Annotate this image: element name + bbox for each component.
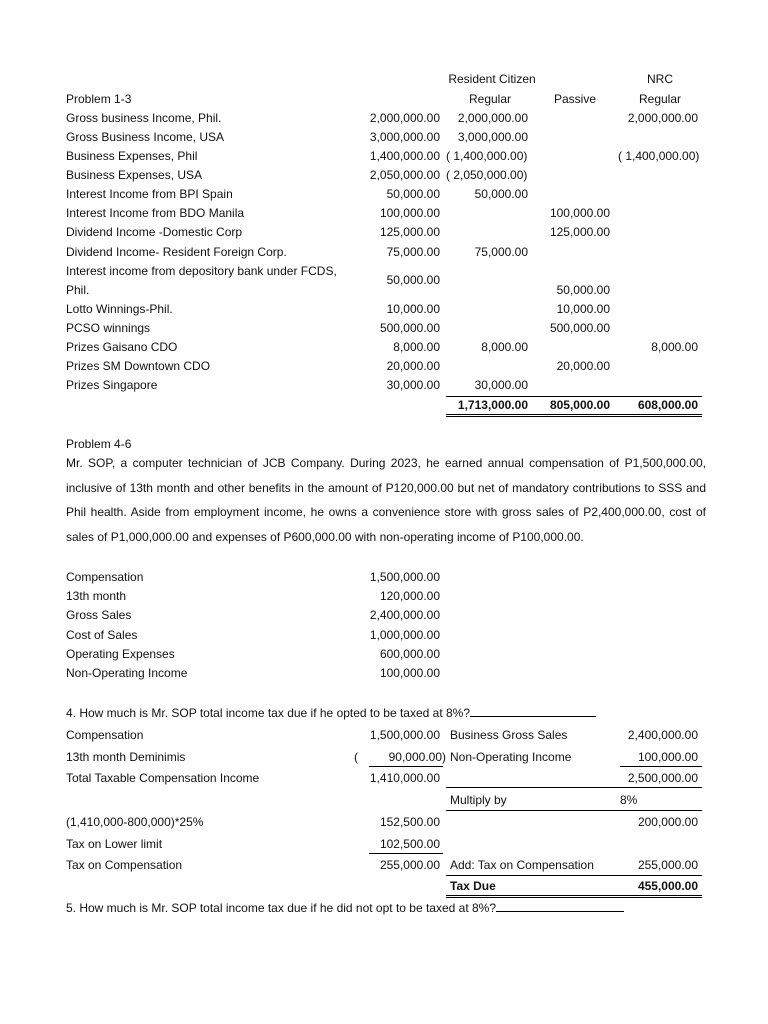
q4-taxdue-label: Tax Due — [450, 879, 496, 893]
row-amount: 50,000.00 — [386, 273, 440, 287]
row-label: Prizes SM Downtown CDO — [66, 359, 211, 373]
q4-total-value: 1,410,000.00 — [369, 771, 440, 785]
item-value: 1,500,000.00 — [369, 570, 440, 584]
q4-taxdue-line-bottom-1 — [446, 895, 702, 896]
row-amount: 1,400,000.00 — [369, 149, 440, 163]
row-label: Prizes Gaisano CDO — [66, 340, 178, 354]
q4-multiply-line — [446, 810, 702, 811]
q4-multiply-value: 8% — [620, 793, 638, 807]
q4-total-label: Total Taxable Compensation Income — [66, 771, 260, 785]
q4-deminimis-value: 90,000.00) — [388, 750, 446, 764]
total-line-bottom-1 — [446, 414, 702, 415]
header-resident-citizen: Resident Citizen — [448, 72, 536, 86]
answer-blank-5[interactable] — [496, 900, 624, 912]
item-value: 1,000,000.00 — [369, 628, 440, 642]
q4-compensation-label: Compensation — [66, 728, 144, 742]
q4-deminimis-paren: ( — [354, 750, 358, 764]
item-value: 2,400,000.00 — [369, 608, 440, 622]
row-amount: 500,000.00 — [379, 321, 440, 335]
row-passive: 100,000.00 — [549, 206, 610, 220]
row-regular: 50,000.00 — [474, 187, 528, 201]
question-5-text: 5. How much is Mr. SOP total income tax due if he did not opt to be taxed at 8%? — [66, 901, 497, 915]
q4-deminimis-label: 13th month Deminimis — [66, 750, 186, 764]
question-4-text: 4. How much is Mr. SOP total income tax due if he opted to be taxed at 8%? — [66, 706, 470, 720]
q4-formula-value: 152,500.00 — [379, 815, 440, 829]
q4-formula-label: (1,410,000-800,000)*25% — [66, 815, 204, 829]
item-label: Cost of Sales — [66, 628, 138, 642]
row-label: Business Expenses, Phil — [66, 149, 198, 163]
q4-sub-line-2 — [620, 766, 702, 767]
row-amount: 8,000.00 — [393, 340, 440, 354]
row-amount: 30,000.00 — [386, 378, 440, 392]
row-amount: 3,000,000.00 — [369, 130, 440, 144]
row-label: Dividend Income -Domestic Corp — [66, 225, 243, 239]
row-passive: 125,000.00 — [549, 225, 610, 239]
row-label-continued: Phil. — [66, 283, 90, 297]
item-label: Non-Operating Income — [66, 666, 188, 680]
row-amount: 75,000.00 — [386, 245, 440, 259]
q4-lower-label: Tax on Lower limit — [66, 837, 163, 851]
row-label: Dividend Income- Resident Foreign Corp. — [66, 245, 287, 259]
row-passive: 50,000.00 — [556, 283, 610, 297]
problem-1-3-title: Problem 1-3 — [66, 92, 132, 106]
row-label: Prizes Singapore — [66, 378, 158, 392]
row-label: Gross business Income, Phil. — [66, 111, 222, 125]
row-regular: ( 1,400,000.00) — [446, 149, 528, 163]
row-amount: 20,000.00 — [386, 359, 440, 373]
header-regular: Regular — [468, 92, 512, 106]
item-label: Operating Expenses — [66, 647, 175, 661]
row-amount: 50,000.00 — [386, 187, 440, 201]
row-nrc: 2,000,000.00 — [627, 111, 698, 125]
row-regular: 75,000.00 — [474, 245, 528, 259]
q4-add-label: Add: Tax on Compensation — [450, 858, 594, 872]
q4-add-value: 255,000.00 — [637, 858, 698, 872]
q4-bgs-value: 2,400,000.00 — [627, 728, 698, 742]
q4-taxcomp-label: Tax on Compensation — [66, 858, 183, 872]
item-value: 100,000.00 — [379, 666, 440, 680]
header-passive: Passive — [553, 92, 597, 106]
q4-taxdue-line-top — [446, 875, 702, 876]
q4-taxcomp-value: 255,000.00 — [379, 858, 440, 872]
header-nrc: NRC — [647, 72, 673, 86]
total-regular: 1,713,000.00 — [457, 398, 528, 412]
row-regular: 2,000,000.00 — [457, 111, 528, 125]
q4-lower-value: 102,500.00 — [379, 837, 440, 851]
q4-product-value: 200,000.00 — [637, 815, 698, 829]
total-nrc: 608,000.00 — [637, 398, 698, 412]
total-line-top — [446, 396, 702, 397]
total-passive: 805,000.00 — [549, 398, 610, 412]
item-value: 120,000.00 — [379, 589, 440, 603]
header-nrc-regular: Regular — [638, 92, 682, 106]
row-label: Interest Income from BPI Spain — [66, 187, 233, 201]
question-4 — [66, 705, 596, 720]
q4-taxdue-value: 455,000.00 — [637, 879, 698, 893]
row-amount: 10,000.00 — [386, 302, 440, 316]
q4-taxdue-line-bottom-2 — [446, 897, 702, 898]
row-amount: 2,000,000.00 — [369, 111, 440, 125]
item-label: Compensation — [66, 570, 144, 584]
row-amount: 2,050,000.00 — [369, 168, 440, 182]
q4-multiply-label: Multiply by — [450, 793, 507, 807]
row-regular: ( 2,050,000.00) — [446, 168, 528, 182]
row-nrc: ( 1,400,000.00) — [618, 149, 700, 163]
item-label: Gross Sales — [66, 608, 132, 622]
row-passive: 500,000.00 — [549, 321, 610, 335]
q4-compensation-value: 1,500,000.00 — [369, 728, 440, 742]
problem-4-6-paragraph: Mr. SOP, a computer technician of JCB Company. During 2023, he earned annual compensation of P1,500,000.00, inclusive of 13th month and other benefits in the amount of P120,000.00 but net of mandatory contributions to SSS and Phil health. Aside from employment income, he owns a convenience store with gross sales of P2,400,000.00, cost of sales of P1,000,000.00 and expenses of P600,000.00 with non-operating income of P100,000.00. — [66, 456, 706, 544]
q4-sum-value: 2,500,000.00 — [627, 771, 698, 785]
row-regular: 8,000.00 — [481, 340, 528, 354]
q4-lower-line — [369, 853, 443, 854]
q4-bgs-label: Business Gross Sales — [450, 728, 568, 742]
item-label: 13th month — [66, 589, 127, 603]
row-label: Business Expenses, USA — [66, 168, 203, 182]
row-label: Lotto Winnings-Phil. — [66, 302, 173, 316]
row-regular: 3,000,000.00 — [457, 130, 528, 144]
row-label: Gross Business Income, USA — [66, 130, 225, 144]
answer-blank-4[interactable] — [470, 705, 596, 717]
problem-4-6-title: Problem 4-6 — [66, 437, 132, 451]
row-regular: 30,000.00 — [474, 378, 528, 392]
item-value: 600,000.00 — [379, 647, 440, 661]
row-amount: 125,000.00 — [379, 225, 440, 239]
row-label: Interest income from depository bank under FCDS, — [66, 264, 337, 278]
row-label: PCSO winnings — [66, 321, 151, 335]
row-passive: 20,000.00 — [556, 359, 610, 373]
row-passive: 10,000.00 — [556, 302, 610, 316]
row-amount: 100,000.00 — [379, 206, 440, 220]
total-line-bottom-2 — [446, 416, 702, 417]
q4-noi-label: Non-Operating Income — [450, 750, 572, 764]
question-5 — [66, 900, 624, 915]
row-nrc: 8,000.00 — [651, 340, 698, 354]
row-label: Interest Income from BDO Manila — [66, 206, 245, 220]
q4-sub-line-1 — [369, 766, 443, 767]
q4-sep-line — [446, 787, 702, 788]
q4-noi-value: 100,000.00 — [637, 750, 698, 764]
